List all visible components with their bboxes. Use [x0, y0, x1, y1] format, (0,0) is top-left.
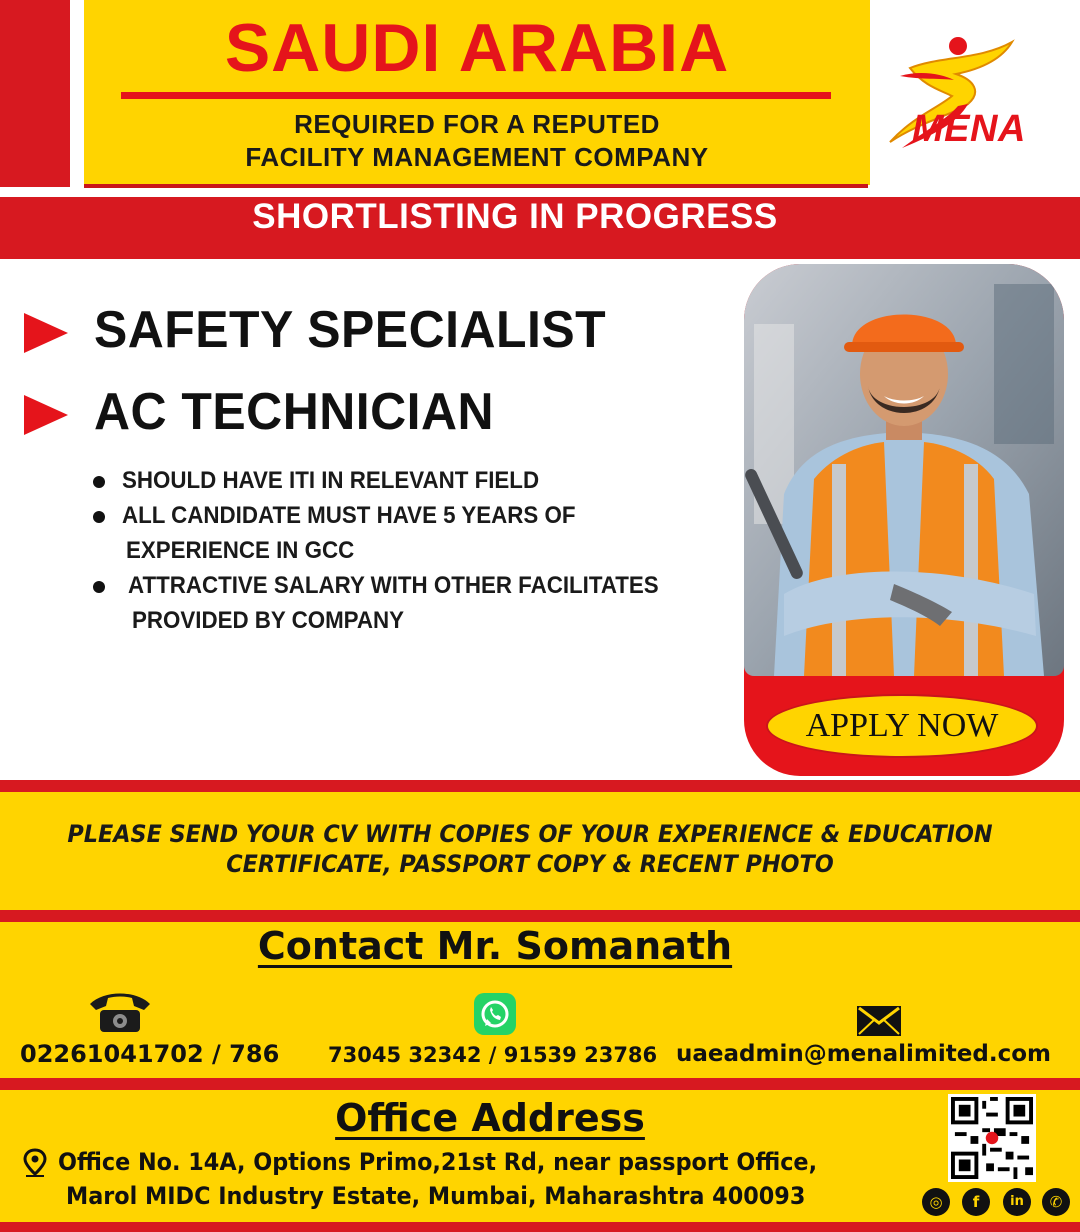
subtitle-line-1: REQUIRED FOR A REPUTED [294, 109, 660, 139]
divider [0, 780, 1080, 792]
divider [0, 910, 1080, 922]
whatsapp-icon [474, 993, 516, 1035]
worker-photo [744, 264, 1064, 676]
bullet-dot-icon [93, 476, 105, 488]
email-address[interactable]: uaeadmin@menalimited.com [676, 1041, 1051, 1067]
phone-number[interactable]: 02261041702 / 786 [20, 1040, 280, 1068]
requirement-item: ATTRACTIVE SALARY WITH OTHER FACILITATES [128, 572, 659, 599]
telephone-icon [84, 990, 156, 1036]
job-title-safety-specialist: SAFETY SPECIALIST [94, 301, 607, 359]
triangle-bullet-icon [24, 313, 68, 353]
whatsapp-social-icon[interactable]: ✆ [1042, 1188, 1070, 1216]
shortlisting-banner-text: SHORTLISTING IN PROGRESS [252, 197, 778, 236]
requirement-item: SHOULD HAVE ITI IN RELEVANT FIELD [122, 467, 540, 494]
email-envelope-icon [856, 1005, 902, 1037]
facebook-icon[interactable]: f [962, 1188, 990, 1216]
cv-note-line-1: PLEASE SEND YOUR CV WITH COPIES OF YOUR EXPERIENCE & EDUCATION [67, 820, 993, 848]
qr-code[interactable] [948, 1094, 1036, 1182]
office-address-line-2: Marol MIDC Industry Estate, Mumbai, Maharashtra 400093 [66, 1182, 806, 1210]
requirement-item: ALL CANDIDATE MUST HAVE 5 YEARS OF [122, 502, 576, 529]
requirement-item-continued: PROVIDED BY COMPANY [132, 607, 405, 634]
job-title-ac-technician: AC TECHNICIAN [94, 383, 495, 441]
contact-title: Contact Mr. Somanath [257, 924, 733, 968]
country-title: SAUDI ARABIA [224, 10, 730, 86]
bullet-dot-icon [93, 581, 105, 593]
header-panel-shadow [84, 184, 868, 188]
divider [0, 1222, 1080, 1232]
instagram-icon[interactable]: ◎ [922, 1188, 950, 1216]
office-address-title: Office Address [335, 1096, 645, 1140]
header-red-accent [0, 0, 70, 187]
triangle-bullet-icon [24, 395, 68, 435]
divider [0, 1078, 1080, 1090]
office-address-line-1: Office No. 14A, Options Primo,21st Rd, near passport Office, [58, 1148, 818, 1176]
title-underline [121, 92, 831, 99]
whatsapp-number[interactable]: 73045 32342 / 91539 23786 [328, 1043, 658, 1067]
bullet-dot-icon [93, 511, 105, 523]
location-pin-icon [22, 1148, 48, 1178]
subtitle-line-2: FACILITY MANAGEMENT COMPANY [245, 142, 709, 172]
requirement-item-continued: EXPERIENCE IN GCC [126, 537, 355, 564]
logo-text: MENA [912, 108, 1026, 150]
apply-now-button[interactable]: APPLY NOW [766, 694, 1038, 758]
cv-note-line-2: CERTIFICATE, PASSPORT COPY & RECENT PHOTO [226, 850, 834, 878]
linkedin-icon[interactable]: in [1003, 1188, 1031, 1216]
